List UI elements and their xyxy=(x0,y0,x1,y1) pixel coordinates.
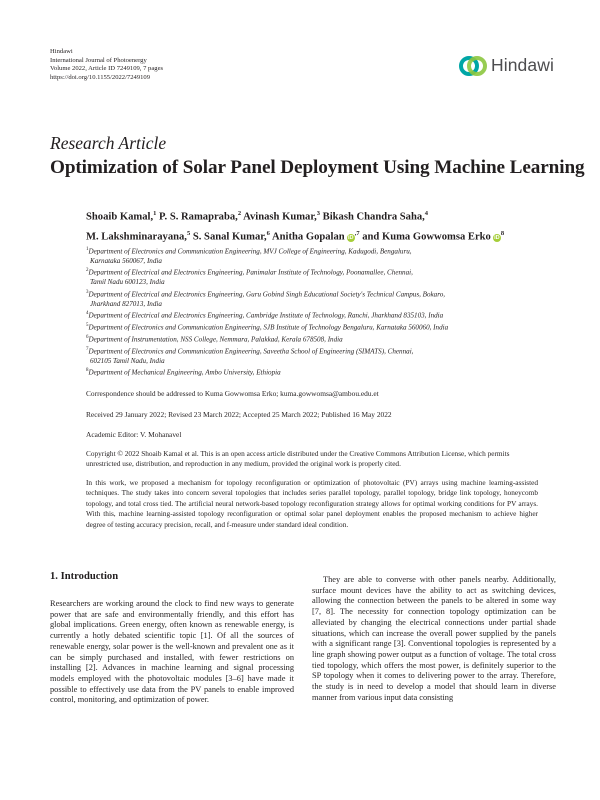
author-line-1 xyxy=(86,206,566,226)
article-type: Research Article xyxy=(50,133,167,153)
academic-editor: Academic Editor: V. Mohanavel xyxy=(86,430,182,439)
author-sup: 5 xyxy=(186,230,191,238)
publisher-name: Hindawi xyxy=(50,48,73,55)
affiliation-sup: 5 xyxy=(86,322,89,328)
author-line-2 xyxy=(86,226,566,246)
affiliation-item xyxy=(86,266,566,287)
hindawi-logo xyxy=(458,52,558,80)
intro-paragraph-right: They are able to converse with other panels nearby. Additionally, surface mount devices have the ability to act as switching devices, allowing the connection between the panels to be altered in some way [7, 8]. The necessity for connection topology optimization can be alleviated by changing the electrical connections under partial shade situations, which can increase the overall power supplied by the panels with a significant range [3]. Conventional topologies is represented by a line graph showing power output as a function of voltage. The total cross tied topology, which offers the most power, is definitely superior to the SP topology when it comes to delivering power to the array. Therefore, the study is in need to develop a model that should learn in diverse manner from various input data consisting xyxy=(312,575,556,702)
affiliation-text: Tamil Nadu 600123, India xyxy=(90,278,165,287)
affiliation-sup: 7 xyxy=(86,346,89,352)
affiliation-text: Jharkhand 827013, India xyxy=(90,299,162,308)
affiliation-sup: 8 xyxy=(86,368,89,374)
section-heading-introduction: 1. Introduction xyxy=(50,571,119,582)
author-name[interactable]: M. Lakshminarayana, xyxy=(86,231,187,243)
volume-line: Volume 2022, Article ID 7249109, 7 pages xyxy=(50,65,164,73)
author-sup: 8 xyxy=(500,230,505,238)
affiliation-text: Department of Electronics and Communication Engineering, Saveetha School of Engineering (SIMATS), Chennai, xyxy=(88,347,414,356)
affiliation-text: 602105 Tamil Nadu, India xyxy=(90,356,165,365)
author-name[interactable]: Anitha Gopalan xyxy=(271,231,345,243)
affiliation-text: Department of Electrical and Electronics Engineering, Guru Gobind Singh Educational Society's Technical Campus, Bokaro, xyxy=(88,290,446,299)
correspondence: Correspondence should be addressed to Kuma Gowwomsa Erko; kuma.gowwomsa@ambou.edu.et xyxy=(86,389,379,398)
hindawi-logo-text: Hindawi xyxy=(491,55,554,75)
author-sup: 2 xyxy=(237,210,242,217)
author-name[interactable]: Bikash Chandra Saha, xyxy=(322,211,425,223)
affiliation-item xyxy=(86,366,566,378)
author-name[interactable]: Shoaib Kamal, xyxy=(86,211,154,223)
author-name[interactable]: S. Sanal Kumar, xyxy=(192,231,267,243)
author-sup: 3 xyxy=(316,210,320,217)
author-sup: 4 xyxy=(424,210,429,217)
intro-paragraph-left: Researchers are working around the clock to find new ways to generate power that are safe and environmentally friendly, and this effort has global implications. Green energy, often known as renewable energy, is currently a hotly debated scientific topic [1]. Of all the sources of renewable energy, solar power is the well-known and prevalent one as it can be simply purchased and installed, with fewer restrictions on installing [2]. Advances in machine learning and signal processing models employed with the photovoltaic modules [3–6] have made it possible to effectively use data from the PV panels to enable improved control, monitoring, and optimization of power. xyxy=(50,599,294,705)
hindawi-logo-icon xyxy=(458,52,488,80)
author-sup: 6 xyxy=(266,230,270,238)
author-name[interactable]: P. S. Ramapraba, xyxy=(159,211,238,223)
author-sup: 1 xyxy=(153,210,157,217)
affiliation-sup: 6 xyxy=(86,334,89,340)
article-title: Optimization of Solar Panel Deployment Using Machine Learning xyxy=(50,157,585,178)
affiliation-item xyxy=(86,345,566,366)
copyright-notice: Copyright © 2022 Shoaib Kamal et al. This is an open access article distributed under the Creative Commons Attribution License, which permits unrestricted use, distribution, and reproduction in any medium, provided the original work is properly cited. xyxy=(86,449,510,469)
affiliation-text: Department of Mechanical Engineering, Ambo University, Ethiopia xyxy=(88,368,281,377)
orcid-icon[interactable]: iD xyxy=(347,234,354,241)
affiliation-item xyxy=(86,321,566,333)
affiliation-item xyxy=(86,309,566,321)
publication-dates: Received 29 January 2022; Revised 23 March 2022; Accepted 25 March 2022; Published 16 May 2022 xyxy=(86,410,392,419)
affiliation-sup: 4 xyxy=(86,311,89,317)
author-list xyxy=(86,206,566,246)
abstract: In this work, we proposed a mechanism for topology reconfiguration or optimization of photovoltaic (PV) arrays using machine learning-assisted techniques. The study takes into concern several topologies that includes series parallel topology, parallel topology, bridge link topology, honeycomb topology, and total cross tied. The artificial neural network-based topology reconfiguration strategy allows for optimal working conditions for PV arrays. With this, machine learning-assisted topology reconfiguration or optimal solar panel deployment enables the proposed mechanism to achieve higher degree of testing accuracy precision, recall, and f-measure under standard ideal condition. xyxy=(86,478,538,529)
affiliation-item xyxy=(86,333,566,345)
doi-link[interactable]: https://doi.org/10.1155/2022/7249109 xyxy=(50,73,151,81)
author-name[interactable]: and Kuma Gowwomsa Erko xyxy=(362,231,491,243)
affiliation-sup: 3 xyxy=(86,289,89,295)
affiliation-item xyxy=(86,245,566,266)
affiliation-text: Department of Electrical and Electronics Engineering, Panimalar Institute of Technology, Poonamallee, Chennai, xyxy=(88,268,413,277)
affiliation-sup: 2 xyxy=(86,268,89,274)
affiliation-text: Department of Electronics and Communication Engineering, SJB Institute of Technology Bengaluru, Karnataka 560060, India xyxy=(88,323,449,332)
affiliation-sup: 1 xyxy=(86,247,89,252)
affiliation-text: Karnataka 560067, India xyxy=(90,256,162,265)
affiliation-text: Department of Electronics and Communication Engineering, MVJ College of Engineering, Kadugodi, Bengaluru, xyxy=(88,247,412,256)
orcid-icon[interactable]: iD xyxy=(494,234,500,241)
journal-meta xyxy=(50,48,163,82)
journal-name: International Journal of Photoenergy xyxy=(50,56,147,64)
affiliation-list xyxy=(86,245,566,378)
author-sup: ,7 xyxy=(354,230,360,238)
author-name[interactable]: Avinash Kumar, xyxy=(243,211,317,223)
affiliation-text: Department of Electrical and Electronics Engineering, Cambridge Institute of Technology, Ranchi, Jharkhand 835103, India xyxy=(88,311,444,320)
affiliation-item xyxy=(86,288,566,309)
affiliation-text: Department of Instrumentation, NSS College, Nemmara, Palakkad, Kerala 678508, India xyxy=(88,335,343,344)
